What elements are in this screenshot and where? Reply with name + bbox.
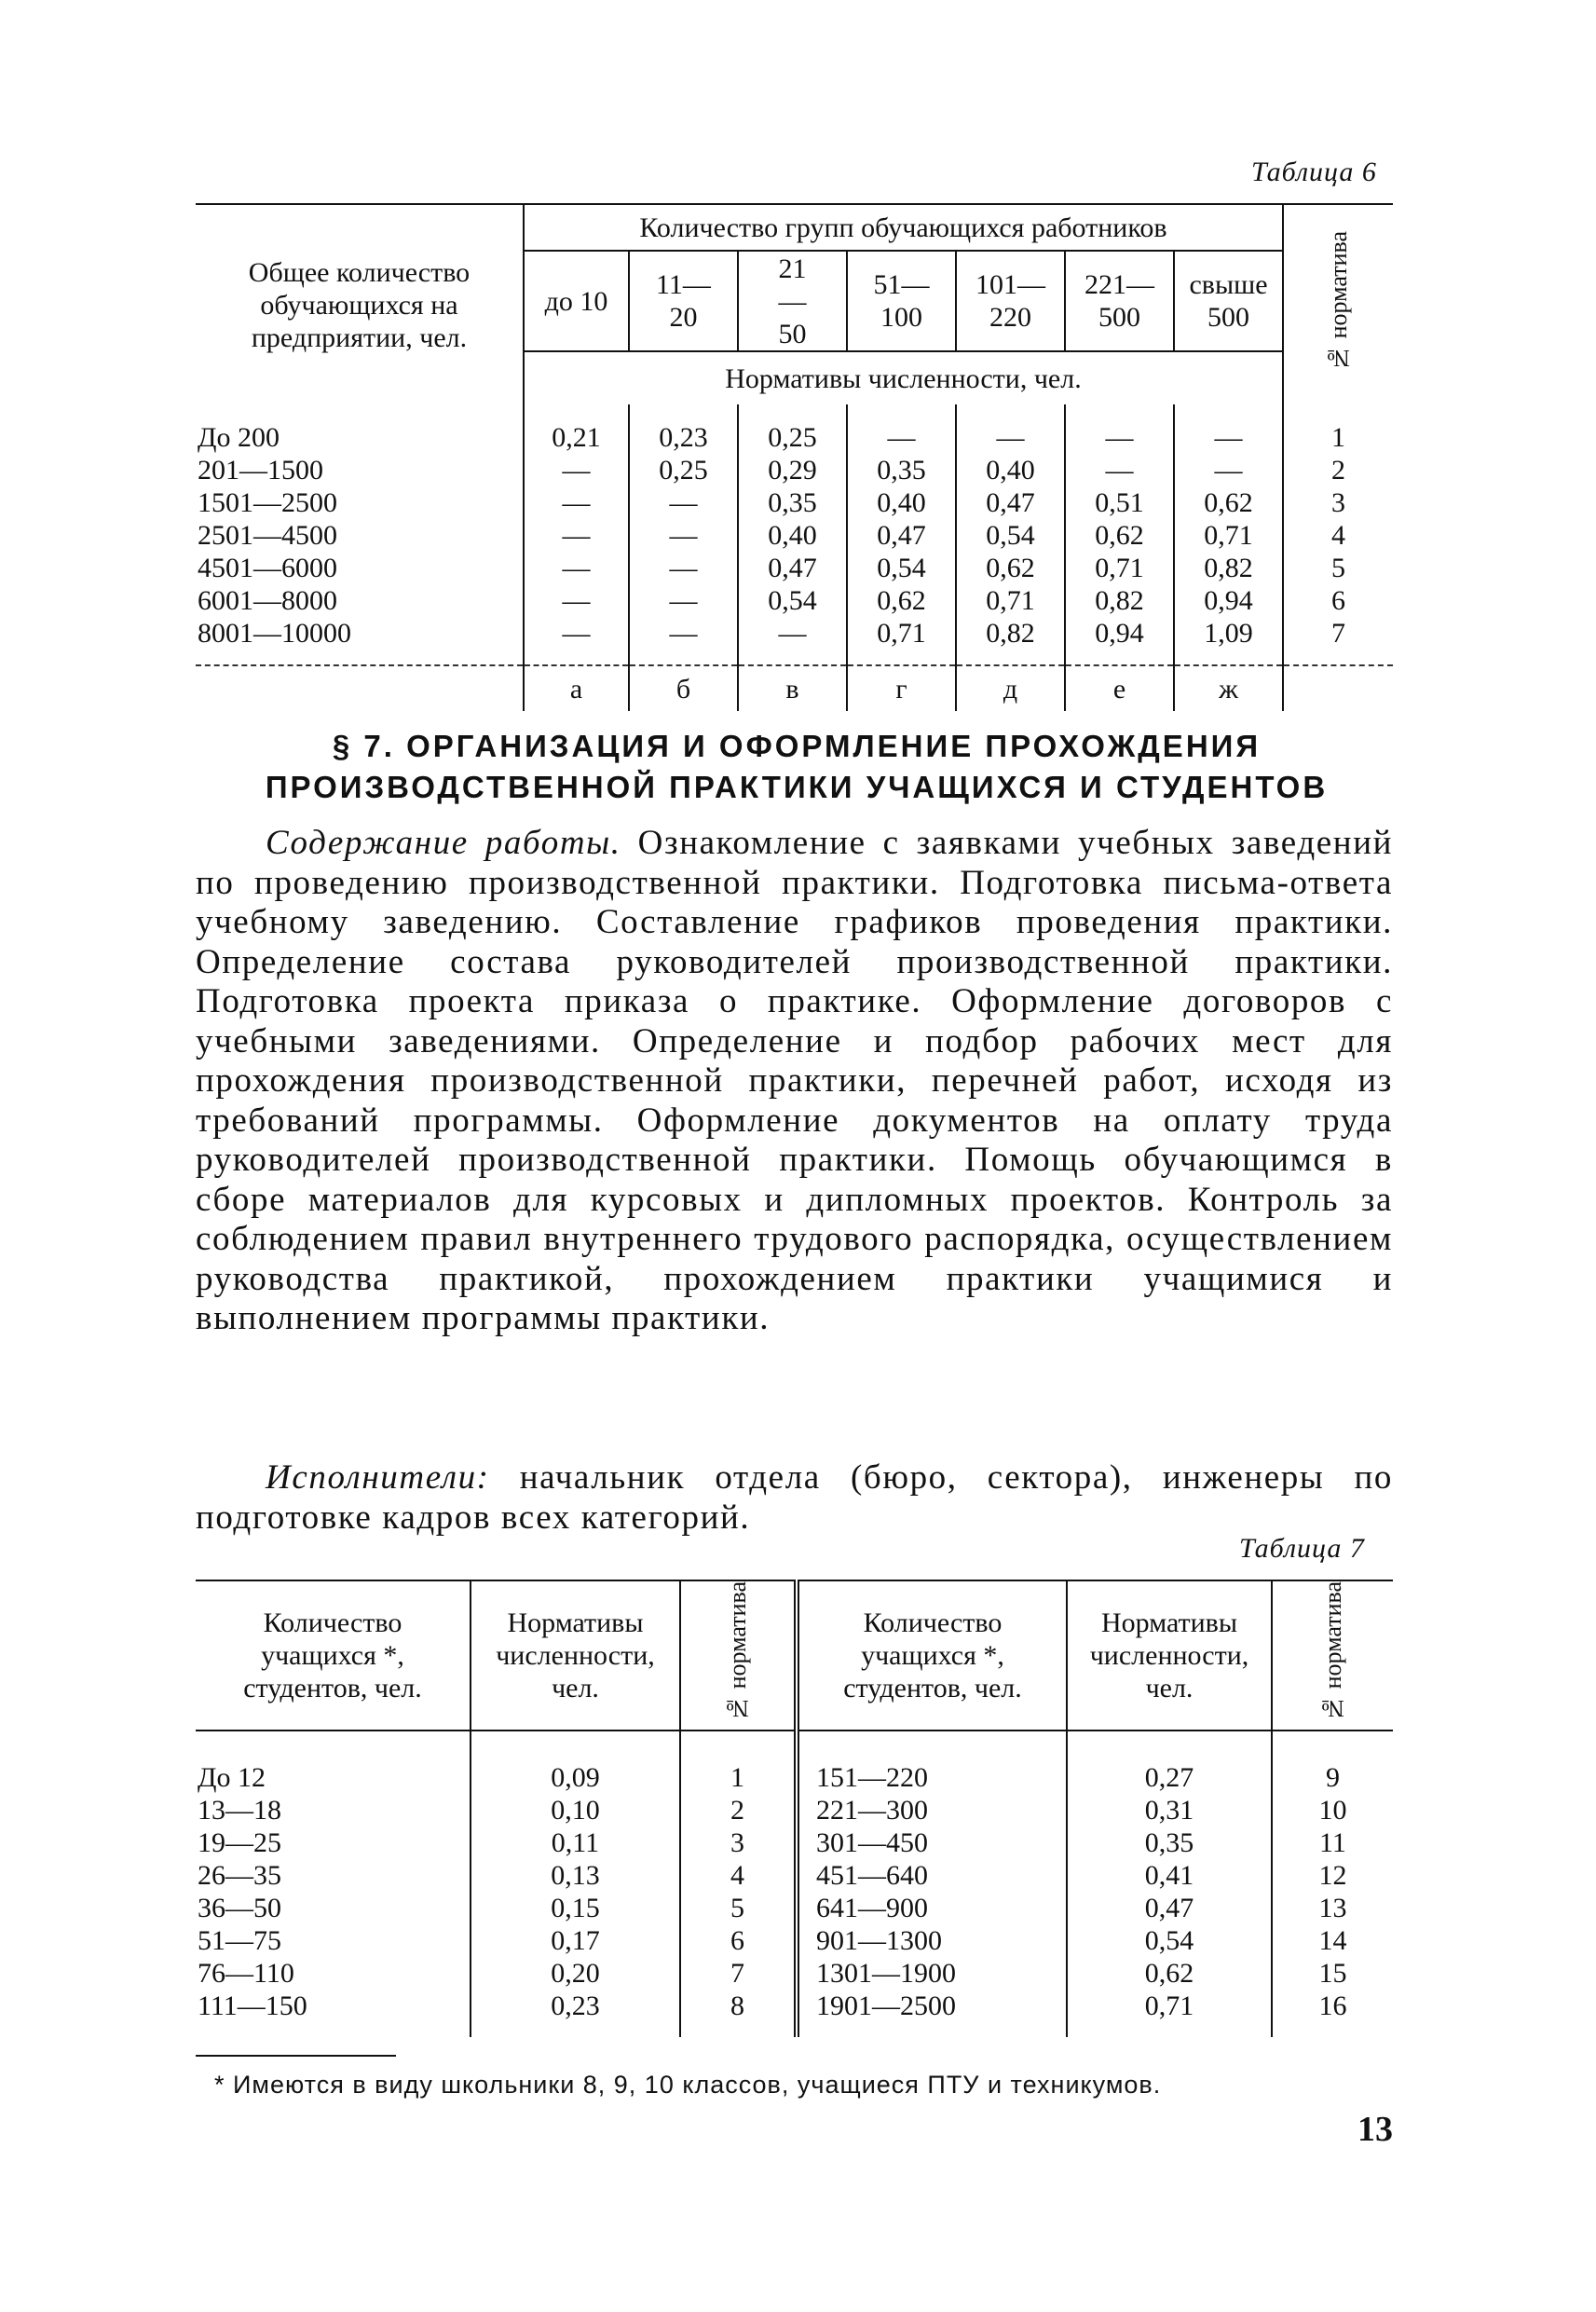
- t7-num: 1: [680, 1761, 797, 1794]
- t6-row-num: 2: [1283, 454, 1393, 486]
- page-number: 13: [1357, 2110, 1393, 2149]
- t6-cell: 0,25: [738, 404, 847, 454]
- t6-row: [196, 404, 1393, 454]
- t6-cell: —: [847, 404, 956, 454]
- t6-normnum-header: № норматива: [1283, 204, 1393, 404]
- t7-num: 15: [1272, 1957, 1393, 1990]
- t6-cell: 0,82: [1174, 552, 1283, 584]
- t6-cell: 0,47: [738, 552, 847, 584]
- t7-row: [196, 1892, 1393, 1924]
- t6-row: [196, 617, 1393, 665]
- t6-cell: —: [524, 584, 629, 617]
- table6-caption: Таблица 6: [1251, 157, 1377, 187]
- t6-cell: 0,29: [738, 454, 847, 486]
- t7-num: 2: [680, 1794, 797, 1826]
- t7-num: 11: [1272, 1826, 1393, 1859]
- t6-cell: —: [629, 584, 738, 617]
- t6-column-letter: в: [738, 665, 847, 711]
- t6-cell: —: [524, 486, 629, 519]
- footnote: * Имеются в виду школьники 8, 9, 10 классов, учащиеся ПТУ и техникумов.: [214, 2071, 1162, 2099]
- t6-row: [196, 584, 1393, 617]
- t6-column-letter: б: [629, 665, 738, 711]
- t6-cell: —: [629, 486, 738, 519]
- table6: [196, 203, 1393, 711]
- t7-count: 901—1300: [797, 1924, 1067, 1957]
- t7-norm: 0,09: [471, 1761, 680, 1794]
- t7-norm: 0,15: [471, 1892, 680, 1924]
- t7-row: [196, 1924, 1393, 1957]
- t7-h-num: № норматива: [680, 1580, 797, 1731]
- t6-cell: —: [1174, 454, 1283, 486]
- t6-cell: 0,54: [738, 584, 847, 617]
- t6-group-col: свыше 500: [1174, 251, 1283, 351]
- t6-cell: 0,23: [629, 404, 738, 454]
- table7-caption: Таблица 7: [1239, 1533, 1365, 1564]
- t6-cell: —: [524, 617, 629, 665]
- t7-num: 3: [680, 1826, 797, 1859]
- t7-count: 641—900: [797, 1892, 1067, 1924]
- t6-cell: 0,51: [1065, 486, 1174, 519]
- t6-cell: 0,54: [956, 519, 1065, 552]
- t6-cell: 0,62: [956, 552, 1065, 584]
- t6-cell: —: [956, 404, 1065, 454]
- t6-row: [196, 454, 1393, 486]
- t6-row-label: 201—1500: [198, 455, 323, 486]
- t6-row-num: 6: [1283, 584, 1393, 617]
- t6-column-letter: г: [847, 665, 956, 711]
- t6-cell: —: [524, 454, 629, 486]
- t7-count: 26—35: [198, 1859, 281, 1891]
- t6-cell: —: [629, 617, 738, 665]
- t6-cell: —: [1065, 454, 1174, 486]
- t6-column-letter: е: [1065, 665, 1174, 711]
- t7-num: 4: [680, 1859, 797, 1892]
- t7-row: [196, 1826, 1393, 1859]
- t7-num: 8: [680, 1990, 797, 2022]
- t6-col1-header: Общее количество обучающихся на предприятии, чел.: [248, 256, 471, 353]
- t6-group-col: 101—220: [956, 251, 1065, 351]
- t6-cell: 0,35: [738, 486, 847, 519]
- t6-row-label: 6001—8000: [198, 585, 337, 616]
- t7-row: [196, 1957, 1393, 1990]
- t7-h-count: Количество учащихся *, студентов, чел.: [797, 1580, 1067, 1731]
- t6-cell: 0,21: [524, 404, 629, 454]
- t6-row-num: 3: [1283, 486, 1393, 519]
- t6-cell: 0,62: [1174, 486, 1283, 519]
- t6-row-label: 8001—10000: [198, 618, 351, 649]
- t6-cell: 0,71: [1174, 519, 1283, 552]
- t6-cell: 0,35: [847, 454, 956, 486]
- t7-norm: 0,41: [1067, 1859, 1272, 1892]
- t7-h-count: Количество учащихся *, студентов, чел.: [243, 1607, 422, 1703]
- t6-cell: 0,62: [847, 584, 956, 617]
- t7-norm: 0,27: [1067, 1761, 1272, 1794]
- t7-count: 13—18: [198, 1794, 281, 1826]
- content-paragraph: [196, 824, 1393, 1339]
- t7-num: 6: [680, 1924, 797, 1957]
- t6-row-label: 4501—6000: [198, 553, 337, 583]
- t7-row: [196, 1859, 1393, 1892]
- t6-cell: —: [629, 519, 738, 552]
- t6-group-col: 51—100: [847, 251, 956, 351]
- t7-count: 451—640: [797, 1859, 1067, 1892]
- t6-row: [196, 486, 1393, 519]
- t6-row-label: До 200: [198, 422, 280, 453]
- t7-num: 5: [680, 1892, 797, 1924]
- t6-cell: 0,47: [956, 486, 1065, 519]
- t6-cell: 1,09: [1174, 617, 1283, 665]
- t7-norm: 0,13: [471, 1859, 680, 1892]
- t7-count: 221—300: [797, 1794, 1067, 1826]
- t7-count: 301—450: [797, 1826, 1067, 1859]
- t7-num: 7: [680, 1957, 797, 1990]
- t7-norm: 0,62: [1067, 1957, 1272, 1990]
- t6-cell: 0,71: [847, 617, 956, 665]
- t6-cell: 0,40: [847, 486, 956, 519]
- t6-row: [196, 552, 1393, 584]
- t6-column-letter: д: [956, 665, 1065, 711]
- t6-cell: 0,94: [1174, 584, 1283, 617]
- t6-cell: —: [629, 552, 738, 584]
- table7: [196, 1580, 1393, 2037]
- t6-group-col: до 10: [524, 251, 629, 351]
- t7-count: 19—25: [198, 1826, 281, 1858]
- t7-num: 13: [1272, 1892, 1393, 1924]
- t6-group-col: 21—50: [738, 251, 847, 351]
- t7-h-norms: Нормативы численности, чел.: [471, 1580, 680, 1731]
- t6-cell: —: [524, 552, 629, 584]
- t7-norm: 0,71: [1067, 1990, 1272, 2022]
- t7-norm: 0,23: [471, 1990, 680, 2022]
- t7-norm: 0,10: [471, 1794, 680, 1826]
- t7-norm: 0,54: [1067, 1924, 1272, 1957]
- t6-cell: —: [1065, 404, 1174, 454]
- t6-row-num: 7: [1283, 617, 1393, 665]
- t7-norm: 0,17: [471, 1924, 680, 1957]
- t6-cell: 0,47: [847, 519, 956, 552]
- t6-column-letter: ж: [1174, 665, 1283, 711]
- t6-row: [196, 519, 1393, 552]
- t6-cell: 0,25: [629, 454, 738, 486]
- t6-groups-header: Количество групп обучающихся работников: [524, 204, 1283, 251]
- t6-cell: 0,62: [1065, 519, 1174, 552]
- footnote-rule: [196, 2055, 396, 2057]
- t6-cell: —: [738, 617, 847, 665]
- t6-cell: 0,94: [1065, 617, 1174, 665]
- t7-count: 76—110: [198, 1957, 294, 1989]
- t7-norm: 0,31: [1067, 1794, 1272, 1826]
- t6-cell: 0,40: [956, 454, 1065, 486]
- t7-num: 9: [1272, 1761, 1393, 1794]
- t6-cell: 0,40: [738, 519, 847, 552]
- t7-norm: 0,47: [1067, 1892, 1272, 1924]
- t6-row-num: 1: [1283, 404, 1393, 454]
- t7-count: 111—150: [198, 1990, 307, 2021]
- section-heading-line2: ПРОИЗВОДСТВЕННОЙ ПРАКТИКИ УЧАЩИХСЯ И СТУДЕНТОВ: [265, 770, 1329, 804]
- t7-row: [196, 1990, 1393, 2022]
- performers-label: Исполнители:: [266, 1458, 490, 1497]
- performers-text: начальник отдела (бюро, сектора), инженеры по подготовке кадров всех категорий.: [196, 1458, 1393, 1537]
- t7-norm: 0,20: [471, 1957, 680, 1990]
- t6-cell: —: [524, 519, 629, 552]
- t6-column-letter: а: [524, 665, 629, 711]
- t7-row: [196, 1761, 1393, 1794]
- t6-cell: 0,71: [1065, 552, 1174, 584]
- t7-count: 151—220: [797, 1761, 1067, 1794]
- t7-h-norms: Нормативы численности, чел.: [1067, 1580, 1272, 1731]
- t6-group-col: 221—500: [1065, 251, 1174, 351]
- section-heading-line1: § 7. ОРГАНИЗАЦИЯ И ОФОРМЛЕНИЕ ПРОХОЖДЕНИЯ: [332, 729, 1262, 763]
- content-text: Ознакомление с заявками учебных заведений по проведению производственной практики. Подготовка письма-ответа учебному заведению. Составление графиков проведения практики. Определение состава руководителей производственной практики. Подготовка проекта приказа о практике. Оформление договоров с учебными заведениями. Определение и подбор рабочих мест для прохождения производственной практики, перечней работ, исходя из требований программы. Оформление документов на оплату труда руководителей производственной практики. Помощь обучающимся в сборе материалов для курсовых и дипломных проектов. Контроль за соблюдением правил внутреннего трудового распорядка, осуществлением руководства практикой, прохождением практики учащимися и выполнением программы практики.: [196, 824, 1393, 1337]
- t7-count: 51—75: [198, 1924, 281, 1956]
- t7-count: 36—50: [198, 1892, 281, 1923]
- t6-row-num: 4: [1283, 519, 1393, 552]
- t6-cell: 0,82: [1065, 584, 1174, 617]
- t6-row-label: 2501—4500: [198, 520, 337, 551]
- t7-num: 16: [1272, 1990, 1393, 2022]
- t6-row-label: 1501—2500: [198, 487, 337, 518]
- t7-norm: 0,35: [1067, 1826, 1272, 1859]
- t7-norm: 0,11: [471, 1826, 680, 1859]
- t6-letters-row: [196, 665, 1393, 711]
- t7-row: [196, 1794, 1393, 1826]
- t6-norms-header: Нормативы численности, чел.: [524, 351, 1283, 404]
- t6-cell: —: [1174, 404, 1283, 454]
- t6-cell: 0,54: [847, 552, 956, 584]
- performers-paragraph: [196, 1458, 1393, 1538]
- t7-count: До 12: [198, 1761, 266, 1793]
- t7-h-num: № норматива: [1272, 1580, 1393, 1731]
- t6-cell: 0,71: [956, 584, 1065, 617]
- t7-count: 1901—2500: [797, 1990, 1067, 2022]
- t7-num: 10: [1272, 1794, 1393, 1826]
- t7-count: 1301—1900: [797, 1957, 1067, 1990]
- t7-num: 12: [1272, 1859, 1393, 1892]
- t7-num: 14: [1272, 1924, 1393, 1957]
- t6-group-col: 11—20: [629, 251, 738, 351]
- content-label: Содержание работы.: [266, 824, 621, 862]
- t6-row-num: 5: [1283, 552, 1393, 584]
- t6-cell: 0,82: [956, 617, 1065, 665]
